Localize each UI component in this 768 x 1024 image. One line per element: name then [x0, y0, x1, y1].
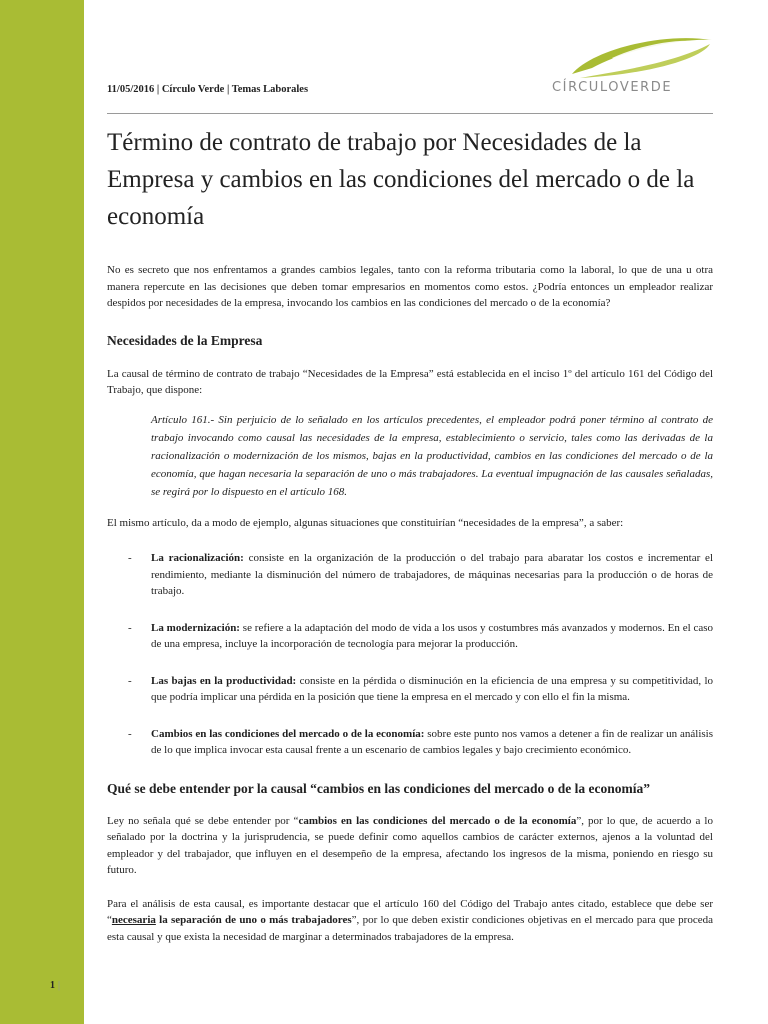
- header-divider: [107, 113, 713, 114]
- quote-body: Sin perjuicio de lo señalado en los artículos precedentes, el empleador podrá poner término al contrato de trabajo invocando como causal las necesidades de la empresa, establecimiento o servicio, tales como las derivadas de la racionalización o modernización de los mismos, bajas en la productividad, cambios en las condiciones del mercado o de la economía, que hagan necesaria la separación de uno o más trabajadores. La eventual impugnación de las causales señaladas, se regirá por lo dispuesto en el artículo 168.: [151, 413, 714, 499]
- list-item-text: sobre este punto nos vamos a detener a fin de realizar un análisis de lo que implica invocar esta causal frente a un escenario de cambios legales y bajo crecimiento económico.: [151, 727, 713, 757]
- list-item-text: consiste en la organización de la producción o del trabajo para abaratar los costos e incrementar el rendimiento, mediante la disminución del número de trabajadores, de máquinas necesarias para la producción o de horas de trabajo.: [151, 552, 713, 598]
- list-item: [107, 550, 713, 600]
- ley-text-b: ”, por lo que, de acuerdo a lo señalado por la doctrina y la jurisprudencia, se puede definir como aquellos cambios de carácter externos, ajenos a la voluntad del empleador y del trabajador, que influyen en el desempeño de la empresa, afectando los ingresos de la misma, poniendo en riesgo su futuro.: [107, 814, 713, 877]
- section-heading-causal: Qué se debe entender por la causal “cambios en las condiciones del mercado o de la economía”: [107, 780, 650, 796]
- analisis-text-a: Para el análisis de esta causal, es importante destacar que el artículo 160 del Código del Trabajo antes citado, establece que debe ser “: [107, 897, 713, 927]
- list-item-term: La modernización:: [151, 621, 240, 634]
- analisis-text-c: ”, por lo que deben existir condiciones objetivas en el mercado para que proceda esta causal y que exista la necesidad de marginar a determinados trabajadores de la empresa.: [107, 914, 713, 943]
- logo-wordmark: CÍRCULOVERDE: [552, 80, 673, 95]
- bullet-dash: -: [128, 674, 132, 687]
- quote-lead: Artículo 161.-: [151, 413, 215, 426]
- examples-list: [107, 550, 713, 759]
- section-heading-necesidades: Necesidades de la Empresa: [107, 332, 263, 348]
- list-item-term: Cambios en las condiciones del mercado o de la economía:: [151, 727, 425, 740]
- green-sidebar: [0, 0, 84, 1024]
- article-body: [107, 124, 713, 945]
- list-item: [107, 673, 713, 706]
- examples-intro-paragraph: El mismo artículo, da a modo de ejemplo, algunas situaciones que constituirían “necesidades de la empresa”, a saber:: [107, 516, 624, 529]
- list-item-text: consiste en la pérdida o disminución en la eficiencia de una empresa y su competitividad, lo que podría implicar una pérdida en la posición que tiene la empresa en el mercado y con ello el fin la misma.: [151, 674, 713, 704]
- list-item-term: Las bajas en la productividad:: [151, 674, 297, 687]
- causal-paragraph: La causal de término de contrato de trabajo “Necesidades de la Empresa” está establecida en el inciso 1º del artículo 161 del Código del Trabajo, que dispone:: [107, 367, 713, 396]
- list-item-term: La racionalización:: [151, 552, 244, 565]
- ley-text-bold: cambios en las condiciones del mercado o de la economía: [298, 814, 577, 827]
- page-title: Término de contrato de trabajo por Necesidades de la Empresa y cambios en las condiciones del mercado o de la economía: [107, 129, 695, 230]
- circuloverde-logo: [552, 28, 722, 108]
- page-number: [50, 980, 60, 991]
- bullet-dash: -: [128, 552, 132, 565]
- analisis-text-underlined: necesaria: [111, 914, 156, 927]
- analisis-text-bold: la separación de uno o más trabajadores: [155, 914, 352, 927]
- ley-text-a: Ley no señala qué se debe entender por “: [107, 814, 299, 827]
- bullet-dash: -: [128, 621, 132, 634]
- logo-swoosh-icon: [552, 28, 722, 84]
- article-161-quote: [151, 411, 713, 502]
- list-item: [107, 726, 713, 759]
- page-number-separator: |: [58, 980, 61, 991]
- analisis-paragraph: [107, 896, 713, 946]
- ley-paragraph: [107, 813, 713, 879]
- intro-paragraph: No es secreto que nos enfrentamos a grandes cambios legales, tanto con la reforma tributaria como la laboral, lo que de una u otra manera repercute en las decisiones que deben tomar empresarios en momentos como estos. ¿Podría entonces un empleador realizar despidos por necesidades de la empresa, invocando los cambios en las condiciones del mercado o de la economía?: [107, 264, 713, 309]
- list-item-text: se refiere a la adaptación del modo de vida a los usos y costumbres más avanzados y modernos. En el caso de una empresa, incluye la incorporación de tecnología para mejorar la producción.: [151, 621, 713, 651]
- bullet-dash: -: [128, 727, 132, 740]
- page-number-value: 1: [50, 980, 55, 991]
- list-item: [107, 620, 713, 653]
- header-meta: 11/05/2016 | Círculo Verde | Temas Laborales: [107, 84, 309, 95]
